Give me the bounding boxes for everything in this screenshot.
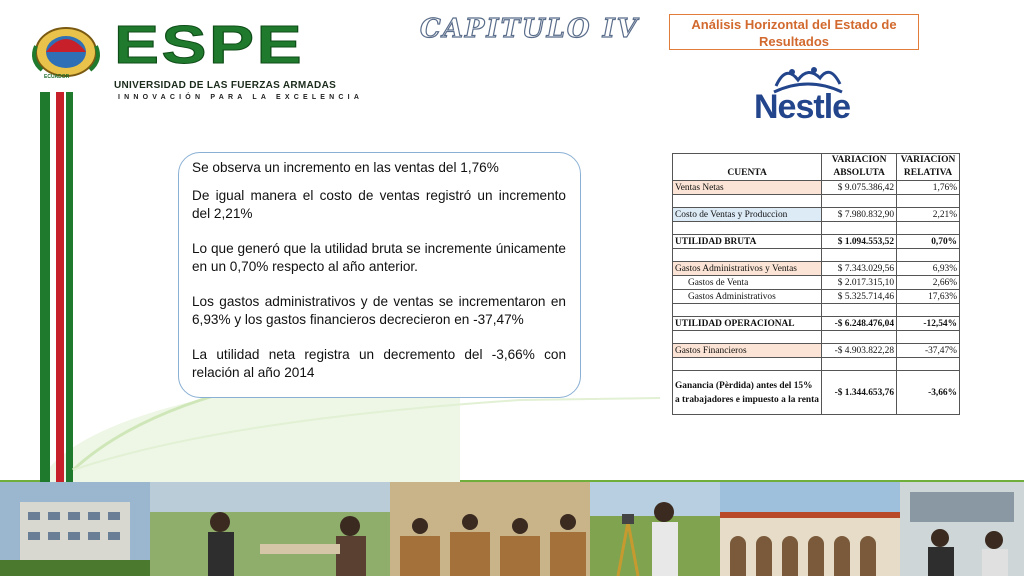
- campus-building-photo: [0, 482, 150, 576]
- relative-cell: 2,21%: [897, 208, 960, 222]
- table-row: [673, 344, 960, 358]
- absolute-cell: $ 9.075.386,42: [822, 181, 897, 195]
- espe-wordmark: ESPE: [114, 15, 305, 75]
- account-cell: Ventas Netas: [673, 181, 822, 195]
- nestle-wordmark: Nestle: [754, 88, 851, 126]
- analysis-paragraph: De igual manera el costo de ventas registró un incremento del 2,21%: [192, 188, 566, 221]
- absolute-cell: $ 7.343.029,56: [822, 262, 897, 276]
- relative-cell: 17,63%: [897, 290, 960, 304]
- account-cell: Gastos Administrativos: [673, 290, 822, 304]
- classroom-photo: [390, 482, 590, 576]
- nestle-logo: [754, 60, 862, 128]
- table-spacer-row: [673, 195, 960, 208]
- analysis-paragraph: Lo que generó que la utilidad bruta se incremente únicamente en un 0,70% respecto al año anterior.: [192, 241, 566, 274]
- absolute-cell: -$ 4.903.822,28: [822, 344, 897, 358]
- section-title: Análisis Horizontal del Estado de Resultados: [669, 14, 919, 50]
- table-spacer-row: [673, 249, 960, 262]
- account-cell: Gastos de Venta: [673, 276, 822, 290]
- table-row: [673, 371, 960, 415]
- absolute-cell: $ 1.094.553,52: [822, 235, 897, 249]
- table-row: [673, 181, 960, 195]
- absolute-cell: -$ 1.344.653,76: [822, 371, 897, 415]
- relative-cell: -3,66%: [897, 371, 960, 415]
- analysis-paragraph: Los gastos administrativos y de ventas se incrementaron en 6,93% y los gastos financieros decrecieron en -37,47%: [192, 294, 566, 327]
- table-header-row: [673, 154, 960, 181]
- account-cell: UTILIDAD BRUTA: [673, 235, 822, 249]
- relative-cell: -37,47%: [897, 344, 960, 358]
- absolute-cell: $ 7.980.832,90: [822, 208, 897, 222]
- table-spacer-row: [673, 222, 960, 235]
- table-spacer-row: [673, 304, 960, 317]
- absolute-cell: $ 2.017.315,10: [822, 276, 897, 290]
- colonial-building-photo: [720, 482, 900, 576]
- chapter-title: CAPITULO IV: [420, 14, 639, 44]
- university-motto: INNOVACIÓN PARA LA EXCELENCIA: [118, 94, 364, 101]
- column-header-account: CUENTA: [673, 154, 822, 181]
- relative-cell: -12,54%: [897, 317, 960, 331]
- relative-cell: 0,70%: [897, 235, 960, 249]
- account-cell: Gastos Financieros: [673, 344, 822, 358]
- column-header-relative: VARIACION RELATIVA: [897, 154, 960, 181]
- surveying-photo: [590, 482, 720, 576]
- account-cell: Costo de Ventas y Produccìon: [673, 208, 822, 222]
- account-cell: Ganancia (Pèrdida) antes del 15% a trabajadores e impuesto a la renta: [673, 371, 822, 415]
- espe-logo: [22, 15, 367, 101]
- relative-cell: 2,66%: [897, 276, 960, 290]
- table-row: [673, 208, 960, 222]
- absolute-cell: $ 5.325.714,46: [822, 290, 897, 304]
- table-row: [673, 317, 960, 331]
- university-name: UNIVERSIDAD DE LAS FUERZAS ARMADAS: [114, 80, 337, 91]
- analysis-paragraph: La utilidad neta registra un decremento del -3,66% con relación al año 2014: [192, 347, 566, 380]
- account-cell: UTILIDAD OPERACIONAL: [673, 317, 822, 331]
- relative-cell: 6,93%: [897, 262, 960, 276]
- relative-cell: 1,76%: [897, 181, 960, 195]
- table-row: [673, 290, 960, 304]
- table-row: [673, 235, 960, 249]
- table-spacer-row: [673, 331, 960, 344]
- table-row: [673, 262, 960, 276]
- column-header-absolute: VARIACION ABSOLUTA: [822, 154, 897, 181]
- analysis-paragraph: Se observa un incremento en las ventas del 1,76%: [192, 160, 499, 175]
- analysis-text-panel: [178, 152, 581, 398]
- account-cell: Gastos Administrativos y Ventas: [673, 262, 822, 276]
- horizontal-analysis-table: [672, 153, 960, 415]
- crest-label: ECUADOR: [44, 74, 70, 80]
- campus-photo-strip: [0, 482, 1024, 576]
- absolute-cell: -$ 6.248.476,04: [822, 317, 897, 331]
- students-outdoor-photo: [150, 482, 390, 576]
- table-spacer-row: [673, 358, 960, 371]
- lab-photo: [900, 482, 1024, 576]
- table-row: [673, 276, 960, 290]
